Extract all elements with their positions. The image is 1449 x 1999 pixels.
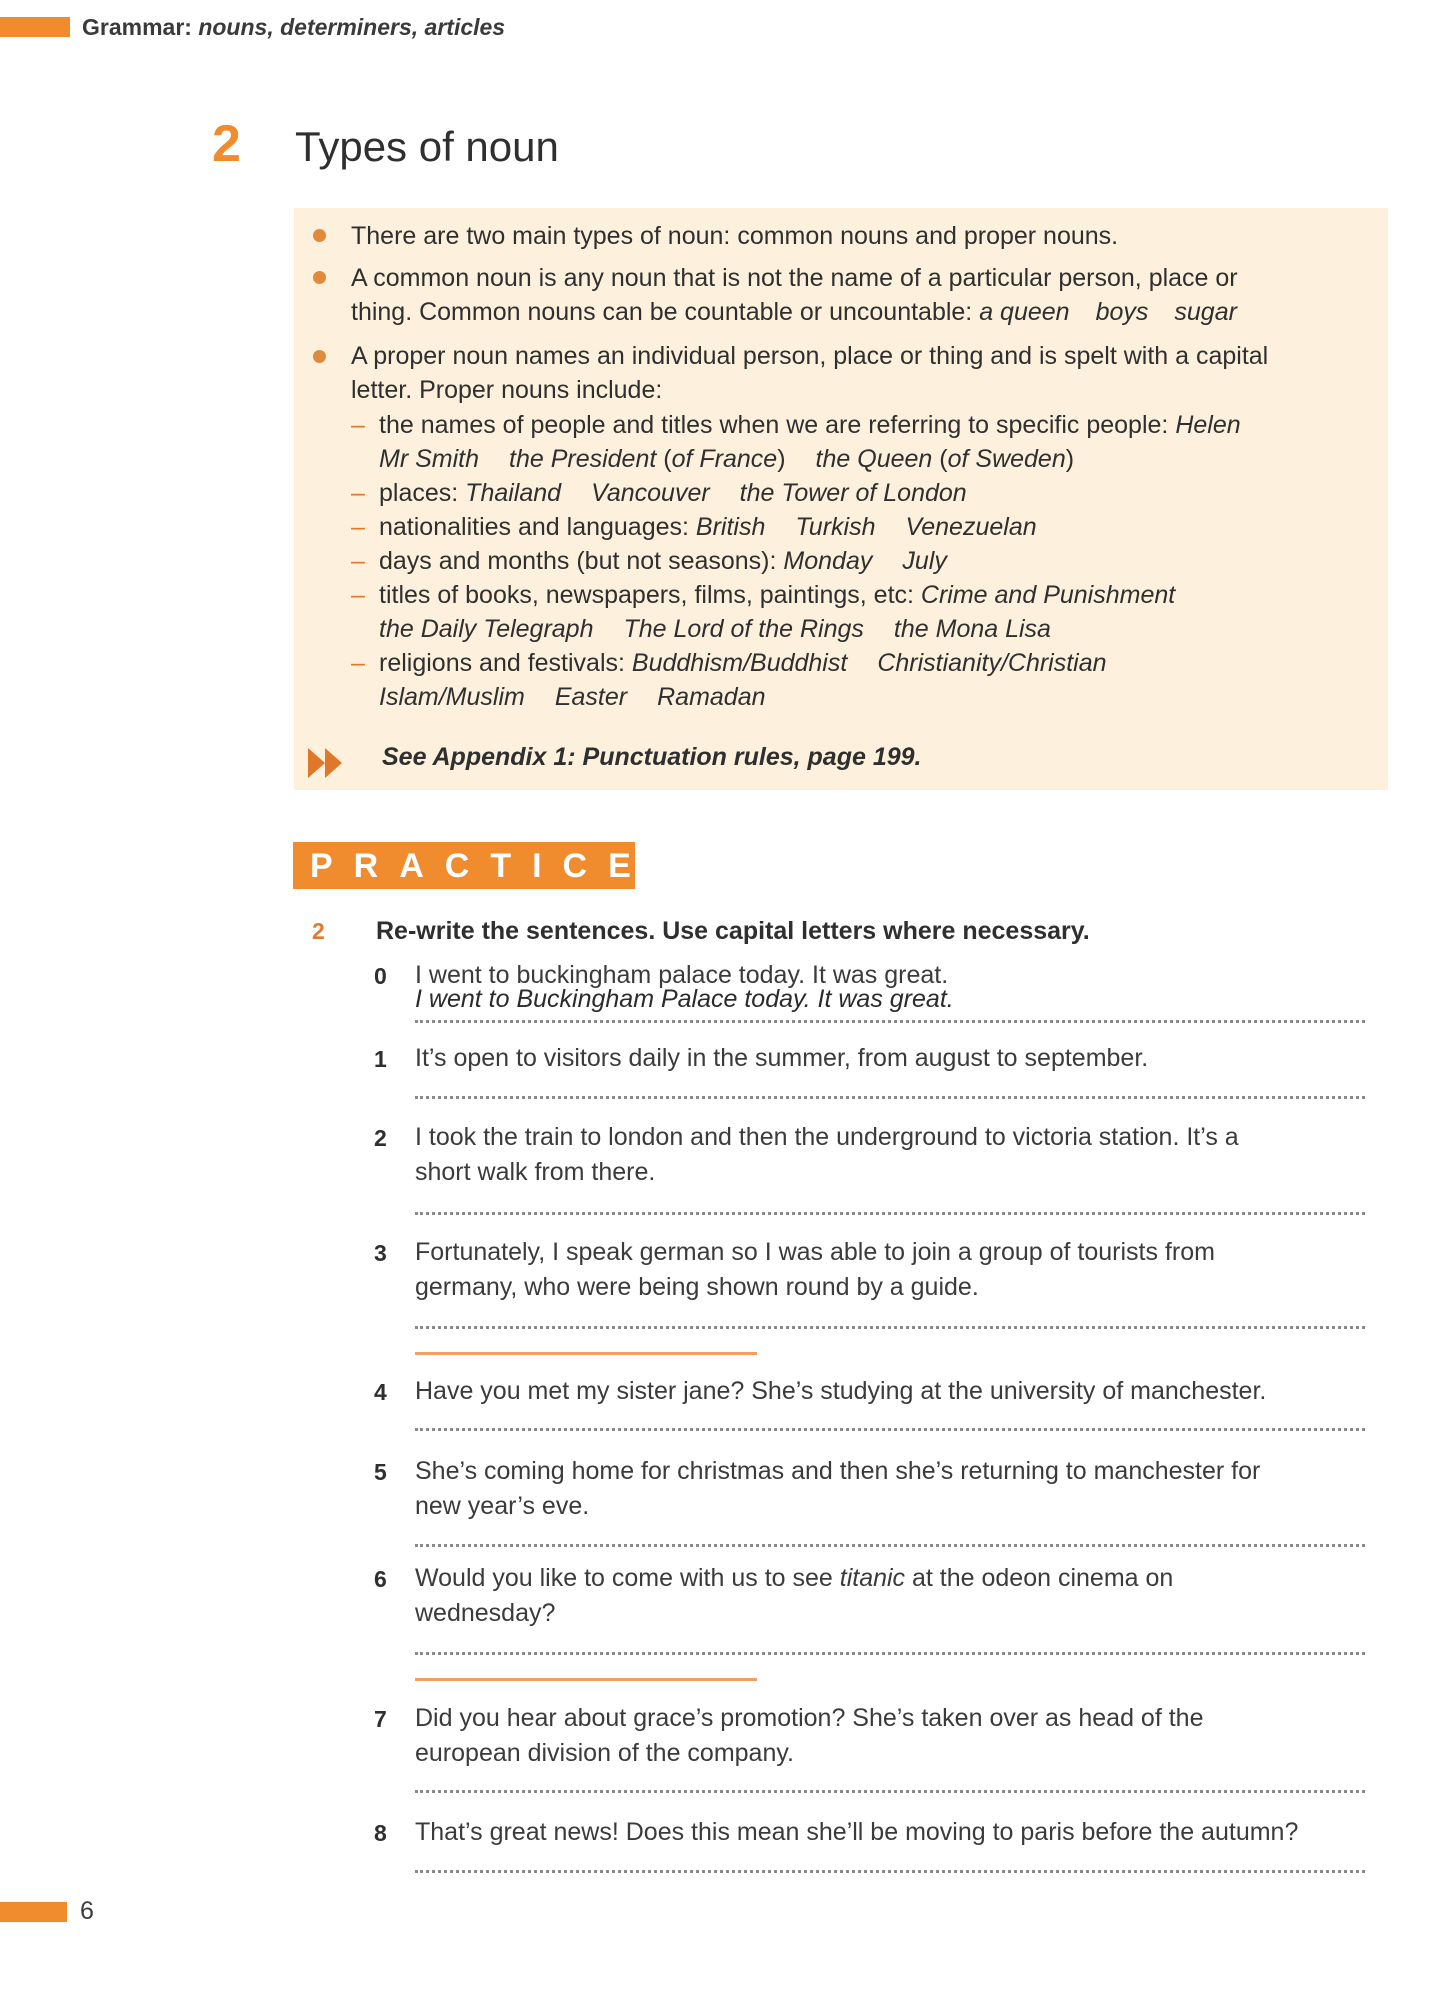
practice-label: PRACTICE <box>310 847 652 885</box>
footer-accent-bar <box>0 1902 67 1922</box>
sub-item-people: the names of people and titles when we are referring to specific people: Helen <box>379 411 1241 439</box>
answer-line[interactable] <box>415 1326 1365 1329</box>
sub-item-days: days and months (but not seasons): Monday July <box>379 547 947 575</box>
example-answer: I went to Buckingham Palace today. It was great. <box>415 985 954 1013</box>
appendix-reference: See Appendix 1: Punctuation rules, page 199. <box>382 743 922 771</box>
item-sentence: It’s open to visitors daily in the summer, from august to september. <box>415 1044 1149 1072</box>
header-accent-bar <box>0 17 70 37</box>
rule-bullet-2-line-2: thing. Common nouns can be countable or uncountable: a queen boys sugar <box>351 298 1237 326</box>
answer-line[interactable] <box>415 1790 1365 1793</box>
page-number: 6 <box>80 1897 94 1925</box>
exercise-instruction: Re-write the sentences. Use capital letters where necessary. <box>376 917 1090 945</box>
answer-line[interactable] <box>415 1652 1365 1655</box>
sub-item-religions: religions and festivals: Buddhism/Buddhist Christianity/Christian <box>379 649 1107 677</box>
sub-item-nationalities: nationalities and languages: British Turkish Venezuelan <box>379 513 1037 541</box>
answer-line[interactable] <box>415 1870 1365 1873</box>
dash-marker: – <box>351 649 365 677</box>
item-sentence: I went to buckingham palace today. It was great. <box>415 961 949 989</box>
item-sentence: Would you like to come with us to see titanic at the odeon cinema on <box>415 1564 1174 1592</box>
bullet-icon <box>313 229 326 242</box>
bullet-icon <box>313 271 326 284</box>
dash-marker: – <box>351 547 365 575</box>
running-head: Grammar: nouns, determiners, articles <box>82 14 506 40</box>
answer-line[interactable] <box>415 1428 1365 1431</box>
item-number: 2 <box>374 1125 387 1151</box>
item-number: 8 <box>374 1820 387 1846</box>
section-number: 2 <box>212 115 241 173</box>
answer-line <box>415 1020 1365 1023</box>
item-sentence: Fortunately, I speak german so I was able to join a group of tourists from <box>415 1238 1215 1266</box>
item-number: 6 <box>374 1566 387 1592</box>
sub-item-people-examples: Mr Smith the President (of France) the Queen (of Sweden) <box>379 445 1075 473</box>
item-number: 3 <box>374 1240 387 1266</box>
item-sentence: She’s coming home for christmas and then she’s returning to manchester for <box>415 1457 1261 1485</box>
dash-marker: – <box>351 513 365 541</box>
answer-line[interactable] <box>415 1544 1365 1547</box>
section-divider <box>415 1352 757 1355</box>
dash-marker: – <box>351 479 365 507</box>
item-number: 4 <box>374 1379 387 1405</box>
item-sentence: germany, who were being shown round by a guide. <box>415 1273 979 1301</box>
item-sentence: new year’s eve. <box>415 1492 590 1520</box>
item-sentence: european division of the company. <box>415 1739 794 1767</box>
item-sentence: wednesday? <box>415 1599 556 1627</box>
item-sentence: I took the train to london and then the underground to victoria station. It’s a <box>415 1123 1239 1151</box>
rule-bullet-3-line-1: A proper noun names an individual person, place or thing and is spelt with a capital <box>351 342 1269 370</box>
fast-forward-icon <box>308 748 348 778</box>
answer-line[interactable] <box>415 1212 1365 1215</box>
rule-bullet-3-line-2: letter. Proper nouns include: <box>351 376 663 404</box>
section-divider <box>415 1678 757 1681</box>
item-number: 1 <box>374 1046 387 1072</box>
bullet-icon <box>313 350 326 363</box>
item-sentence: Did you hear about grace’s promotion? She’s taken over as head of the <box>415 1704 1204 1732</box>
sub-item-titles: titles of books, newspapers, films, paintings, etc: Crime and Punishment <box>379 581 1176 609</box>
dash-marker: – <box>351 411 365 439</box>
item-sentence: Have you met my sister jane? She’s studying at the university of manchester. <box>415 1377 1267 1405</box>
rule-bullet-2-line-1: A common noun is any noun that is not the name of a particular person, place or <box>351 264 1238 292</box>
section-title: Types of noun <box>295 123 559 170</box>
item-number: 0 <box>374 963 387 989</box>
sub-item-places: places: Thailand Vancouver the Tower of London <box>379 479 967 507</box>
item-sentence: short walk from there. <box>415 1158 656 1186</box>
sub-item-religions-examples: Islam/Muslim Easter Ramadan <box>379 683 766 711</box>
sub-item-titles-examples: the Daily Telegraph The Lord of the Rings the Mona Lisa <box>379 615 1051 643</box>
item-number: 7 <box>374 1706 387 1732</box>
rule-bullet-1: There are two main types of noun: common nouns and proper nouns. <box>351 222 1119 250</box>
exercise-number: 2 <box>312 918 325 944</box>
dash-marker: – <box>351 581 365 609</box>
answer-line[interactable] <box>415 1096 1365 1099</box>
item-sentence: That’s great news! Does this mean she’ll be moving to paris before the autumn? <box>415 1818 1299 1846</box>
item-number: 5 <box>374 1459 387 1485</box>
